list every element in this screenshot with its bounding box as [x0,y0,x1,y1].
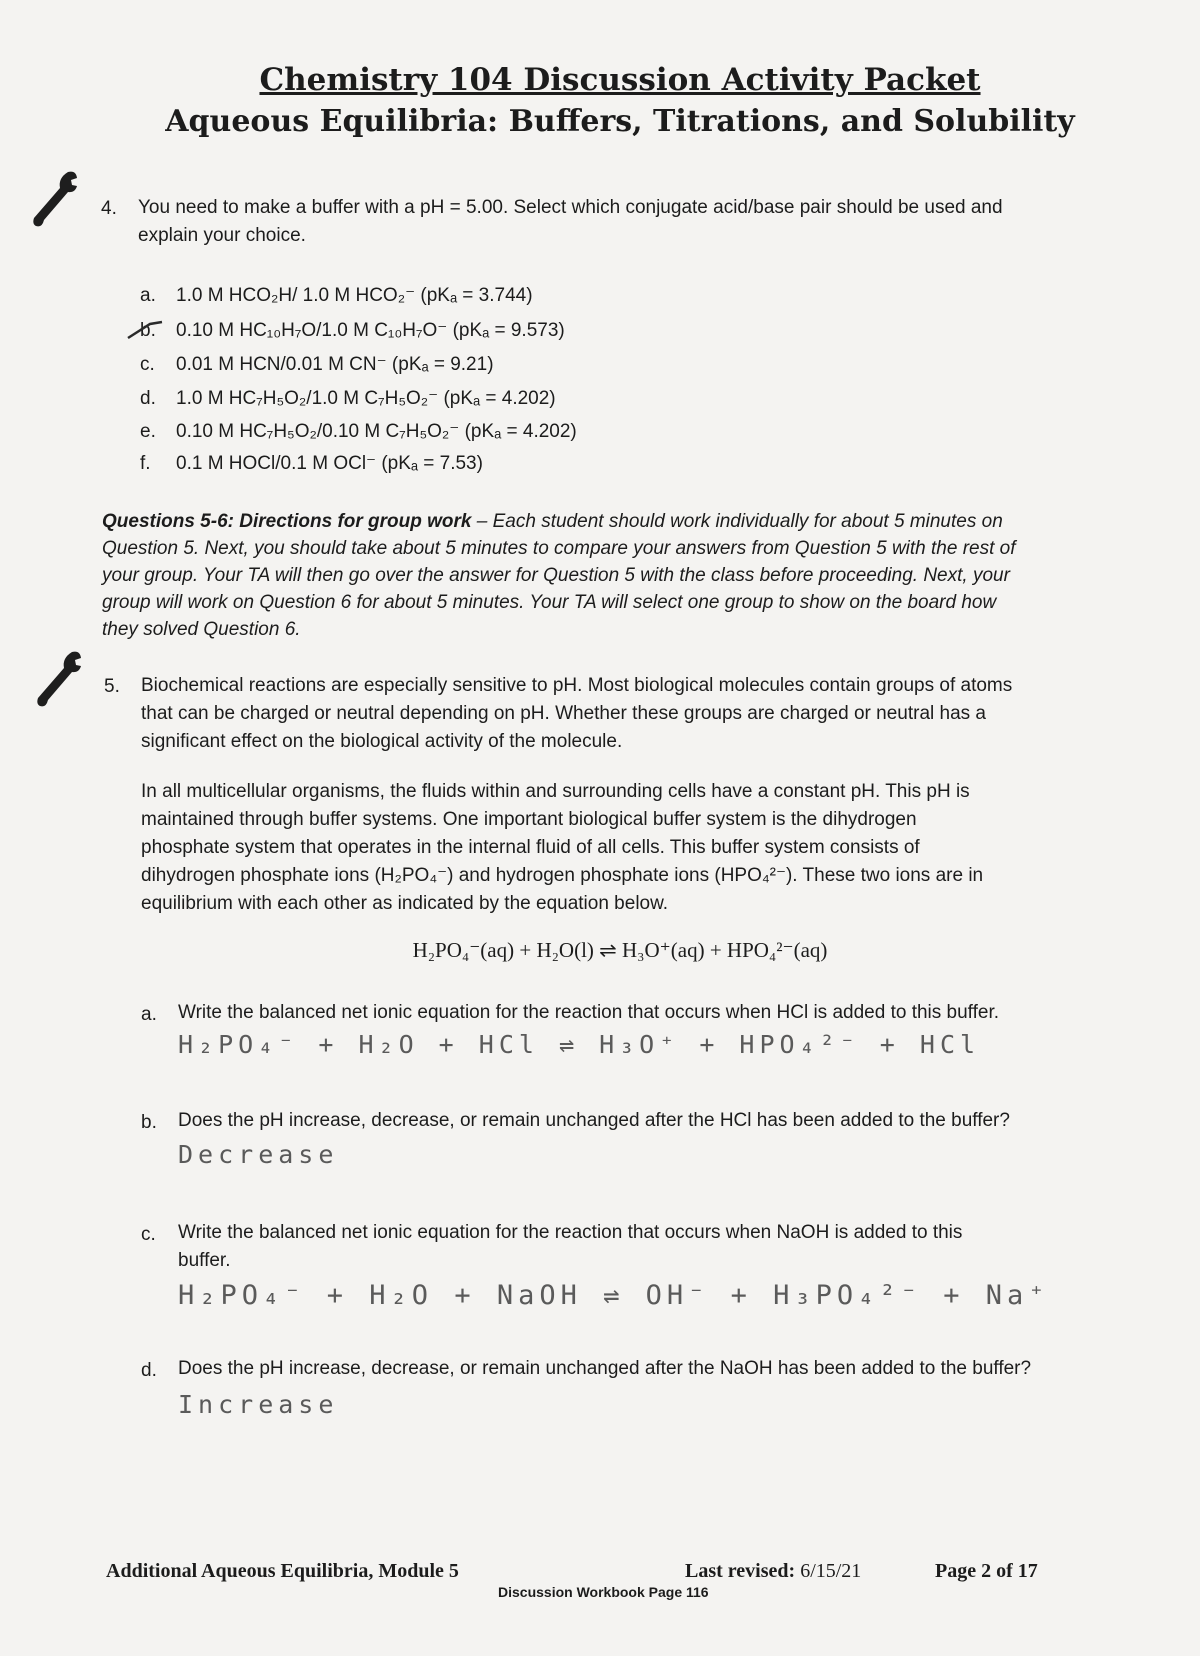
part-a-label: a. [141,1004,157,1025]
part-b-label: b. [141,1112,157,1133]
part-b-answer: Decrease [178,1140,339,1169]
part-d-answer: Increase [178,1390,339,1419]
question-4-number: 4. [101,198,117,219]
option-d: d. 1.0 M HC₇H₅O₂/1.0 M C₇H₅O₂⁻ (pKₐ = 4.202) [140,388,556,409]
part-c-question: Write the balanced net ionic equation for the reaction that occurs when NaOH is added to this buffer. [178,1222,963,1271]
wrench-icon [34,648,84,710]
question-5-intro: Biochemical reactions are especially sensitive to pH. Most biological molecules contain groups of atoms that can be charged or neutral depending on pH. Whether these groups are charged or neutral has a significant effect on the biological activity of the molecule. [141,675,1013,752]
crossout-mark [126,318,164,342]
part-a-question: Write the balanced net ionic equation for the reaction that occurs when HCl is added to this buffer. [178,1002,1000,1023]
page-title: Chemistry 104 Discussion Activity Packet [259,62,981,98]
option-e: e. 0.10 M HC₇H₅O₂/0.10 M C₇H₅O₂⁻ (pKₐ = 4.202) [140,421,577,442]
option-c: c. 0.01 M HCN/0.01 M CN⁻ (pKₐ = 9.21) [140,354,494,375]
part-b-question: Does the pH increase, decrease, or remain unchanged after the HCl has been added to the buffer? [178,1110,1010,1131]
wrench-icon [30,168,80,230]
option-b: b. 0.10 M HC₁₀H₇O/1.0 M C₁₀H₇O⁻ (pKₐ = 9.573) [140,320,565,341]
question-5-number: 5. [104,676,120,697]
part-d-question: Does the pH increase, decrease, or remain unchanged after the NaOH has been added to the buffer? [178,1358,1032,1379]
part-d-label: d. [141,1360,157,1381]
footer-workbook-page: Discussion Workbook Page 116 [498,1584,709,1600]
footer-page-number: Page 2 of 17 [935,1560,1038,1582]
question-4-prompt: You need to make a buffer with a pH = 5.00. Select which conjugate acid/base pair should be used and explain your choice. [138,197,1003,246]
equilibrium-equation: H₂PO₄⁻(aq) + H₂O(l) ⇌ H₃O⁺(aq) + HPO₄²⁻(aq) [412,938,828,962]
footer-module: Additional Aqueous Equilibria, Module 5 [106,1560,459,1582]
part-c-label: c. [141,1224,156,1245]
part-a-answer: H₂PO₄⁻ + H₂O + HCl ⇌ H₃O⁺ + HPO₄²⁻ + HCl [178,1030,981,1059]
question-5-background: In all multicellular organisms, the fluids within and surrounding cells have a constant pH. This pH is maintained through buffer systems. One important biological buffer system is the dihydrogen phosphate system that operates in the internal fluid of all cells. This buffer system consists of dihydrogen phosphate ions (H₂PO₄⁻) and hydrogen phosphate ions (HPO₄²⁻). These two ions are in equilibrium with each other as indicated by the equation below. [141,781,984,914]
part-c-answer: H₂PO₄⁻ + H₂O + NaOH ⇌ OH⁻ + H₃PO₄²⁻ + Na⁺ [178,1280,1050,1311]
page-subtitle: Aqueous Equilibria: Buffers, Titrations, and Solubility [165,104,1075,139]
option-f: f. 0.1 M HOCl/0.1 M OCl⁻ (pKₐ = 7.53) [140,453,483,474]
footer-revised: Last revised: 6/15/21 [685,1560,862,1582]
option-a: a. 1.0 M HCO₂H/ 1.0 M HCO₂⁻ (pKₐ = 3.744) [140,285,533,306]
group-directions: Questions 5-6: Directions for group work – Each student should work individually for about 5 minutes on Question 5. Next, you should take about 5 minutes to compare your answers from Question 5 with the rest of your group. Your TA will then go over the answer for Question 5 with the class before proceeding. Next, your group will work on Question 6 for about 5 minutes. Your TA will select one group to show on the board how they solved Question 6. [102,511,1016,640]
